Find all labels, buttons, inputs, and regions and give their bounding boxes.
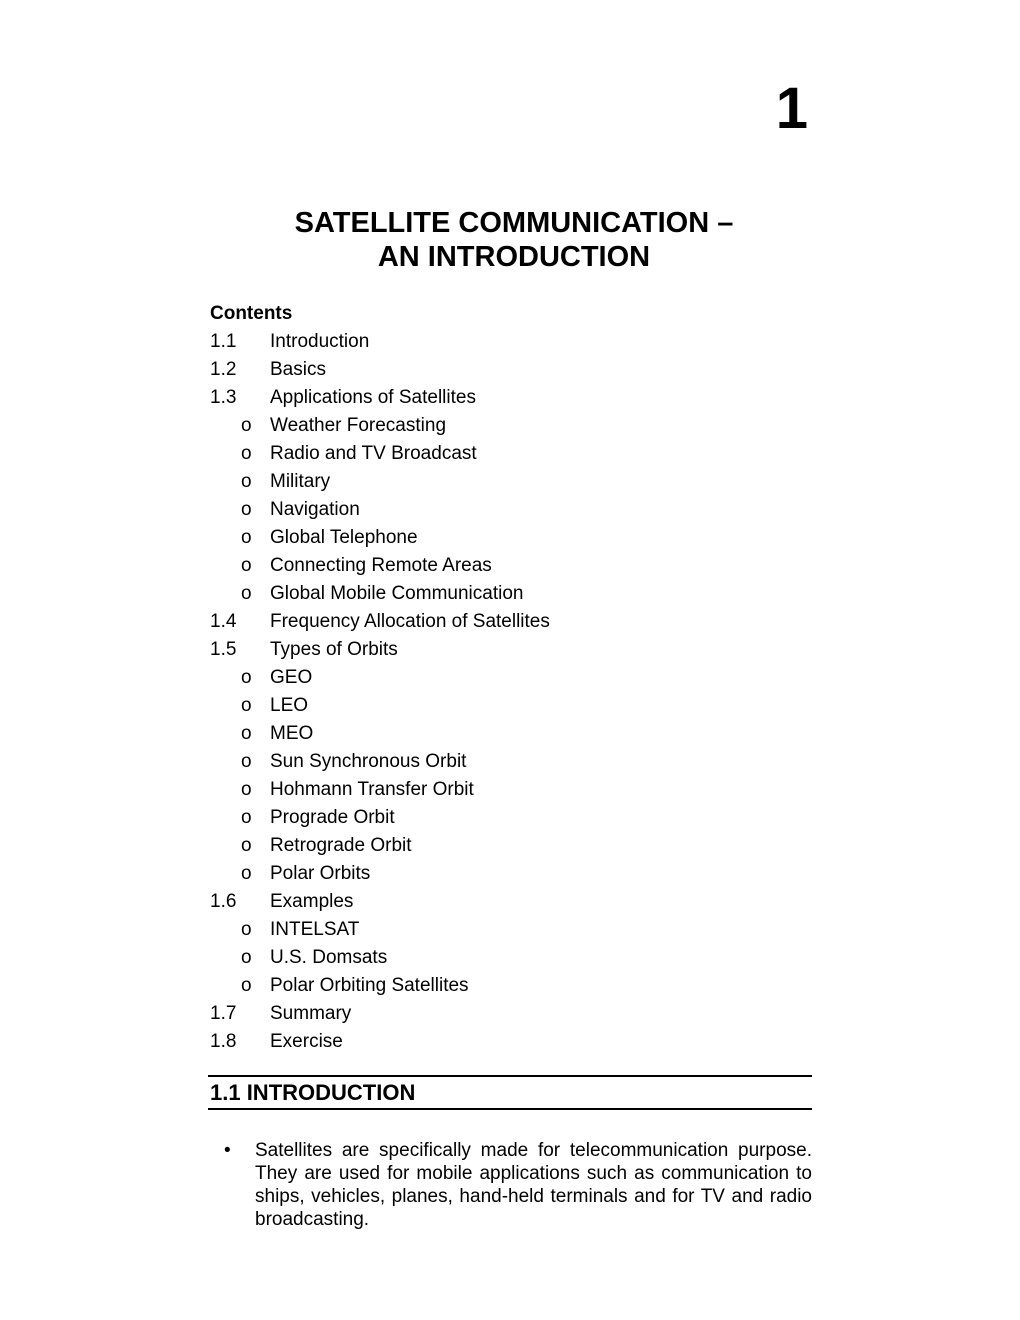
toc-bullet-icon: o	[241, 583, 252, 604]
toc-bullet-icon: o	[241, 863, 252, 884]
toc-bullet-icon: o	[241, 723, 252, 744]
toc-bullet-icon: o	[241, 807, 252, 828]
bullet-list	[224, 1139, 812, 1231]
toc-item	[210, 832, 812, 860]
toc-item	[210, 720, 812, 748]
toc-item	[210, 860, 812, 888]
toc-item	[210, 692, 812, 720]
toc-item-label: Summary	[270, 1003, 352, 1024]
toc-item-label: Sun Synchronous Orbit	[270, 751, 467, 772]
toc-bullet-icon: o	[241, 779, 252, 800]
toc-item	[210, 916, 812, 944]
toc-item-label: LEO	[270, 695, 309, 716]
toc-item-label: Exercise	[270, 1031, 343, 1052]
chapter-number: 1	[775, 76, 808, 141]
toc-bullet-icon: o	[241, 695, 252, 716]
toc-item-label: Navigation	[270, 499, 360, 520]
chapter-title-line-2: AN INTRODUCTION	[377, 241, 651, 273]
toc-item	[210, 384, 812, 412]
toc-bullet-icon: o	[241, 471, 252, 492]
toc-item-number: 1.6	[210, 891, 237, 912]
toc-item-label: Weather Forecasting	[270, 415, 447, 436]
toc-item-label: Military	[270, 471, 331, 492]
toc-item-label: Polar Orbiting Satellites	[270, 975, 469, 996]
toc-item	[210, 356, 812, 384]
toc-item-label: INTELSAT	[270, 919, 360, 940]
toc-item-label: Hohmann Transfer Orbit	[270, 779, 474, 800]
toc-item-number: 1.3	[210, 387, 237, 408]
toc-item	[210, 888, 812, 916]
bullet-icon: •	[224, 1140, 231, 1161]
toc-item-number: 1.5	[210, 639, 237, 660]
toc-item-label: Frequency Allocation of Satellites	[270, 611, 550, 632]
toc-bullet-icon: o	[241, 443, 252, 464]
toc-item	[210, 636, 812, 664]
toc-item	[210, 524, 812, 552]
toc-item-label: U.S. Domsats	[270, 947, 388, 968]
toc-item	[210, 552, 812, 580]
toc-item-label: Retrograde Orbit	[270, 835, 412, 856]
toc-bullet-icon: o	[241, 555, 252, 576]
toc-item	[210, 664, 812, 692]
toc-item	[210, 468, 812, 496]
toc-item	[210, 496, 812, 524]
toc-bullet-icon: o	[241, 527, 252, 548]
toc-item-label: Polar Orbits	[270, 863, 371, 884]
toc-bullet-icon: o	[241, 499, 252, 520]
section-heading-bar	[208, 1075, 812, 1110]
toc-item	[210, 440, 812, 468]
toc-bullet-icon: o	[241, 415, 252, 436]
toc-item-number: 1.8	[210, 1031, 237, 1052]
contents-heading: Contents	[210, 303, 293, 324]
toc-bullet-icon: o	[241, 751, 252, 772]
toc-bullet-icon: o	[241, 975, 252, 996]
toc-bullet-icon: o	[241, 947, 252, 968]
toc-item	[210, 972, 812, 1000]
toc-item-label: Examples	[270, 891, 354, 912]
toc-item-label: GEO	[270, 667, 313, 688]
toc-item	[210, 1000, 812, 1028]
toc-item-number: 1.2	[210, 359, 237, 380]
body-paragraph: Satellites are specifically made for telecommunication purpose. They are used for mobile applications such as communication to ships, vehicles, planes, hand-held terminals and for TV and radio broadcasting.	[255, 1140, 812, 1230]
toc-item-label: Connecting Remote Areas	[270, 555, 492, 576]
toc-item-label: Applications of Satellites	[270, 387, 476, 408]
toc-item-label: MEO	[270, 723, 314, 744]
toc-item-label: Types of Orbits	[270, 639, 398, 660]
toc-item	[210, 412, 812, 440]
toc-item-label: Radio and TV Broadcast	[270, 443, 477, 464]
table-of-contents	[210, 300, 812, 1056]
toc-item	[210, 328, 812, 356]
toc-item-label: Global Mobile Communication	[270, 583, 524, 604]
toc-item-label: Global Telephone	[270, 527, 418, 548]
toc-item	[210, 748, 812, 776]
toc-item-label: Prograde Orbit	[270, 807, 395, 828]
toc-item-number: 1.7	[210, 1003, 237, 1024]
toc-bullet-icon: o	[241, 835, 252, 856]
toc-item-label: Introduction	[270, 331, 370, 352]
toc-item	[210, 1028, 812, 1056]
toc-item	[210, 804, 812, 832]
toc-item-number: 1.4	[210, 611, 237, 632]
section-heading: 1.1 INTRODUCTION	[210, 1080, 416, 1105]
toc-bullet-icon: o	[241, 667, 252, 688]
toc-item	[210, 580, 812, 608]
toc-item	[210, 608, 812, 636]
chapter-title	[0, 206, 1020, 274]
chapter-title-line-1: SATELLITE COMMUNICATION –	[294, 207, 734, 239]
toc-item	[210, 944, 812, 972]
toc-item-label: Basics	[270, 359, 326, 380]
toc-item-number: 1.1	[210, 331, 237, 352]
toc-list	[210, 328, 812, 1056]
toc-bullet-icon: o	[241, 919, 252, 940]
toc-item	[210, 776, 812, 804]
